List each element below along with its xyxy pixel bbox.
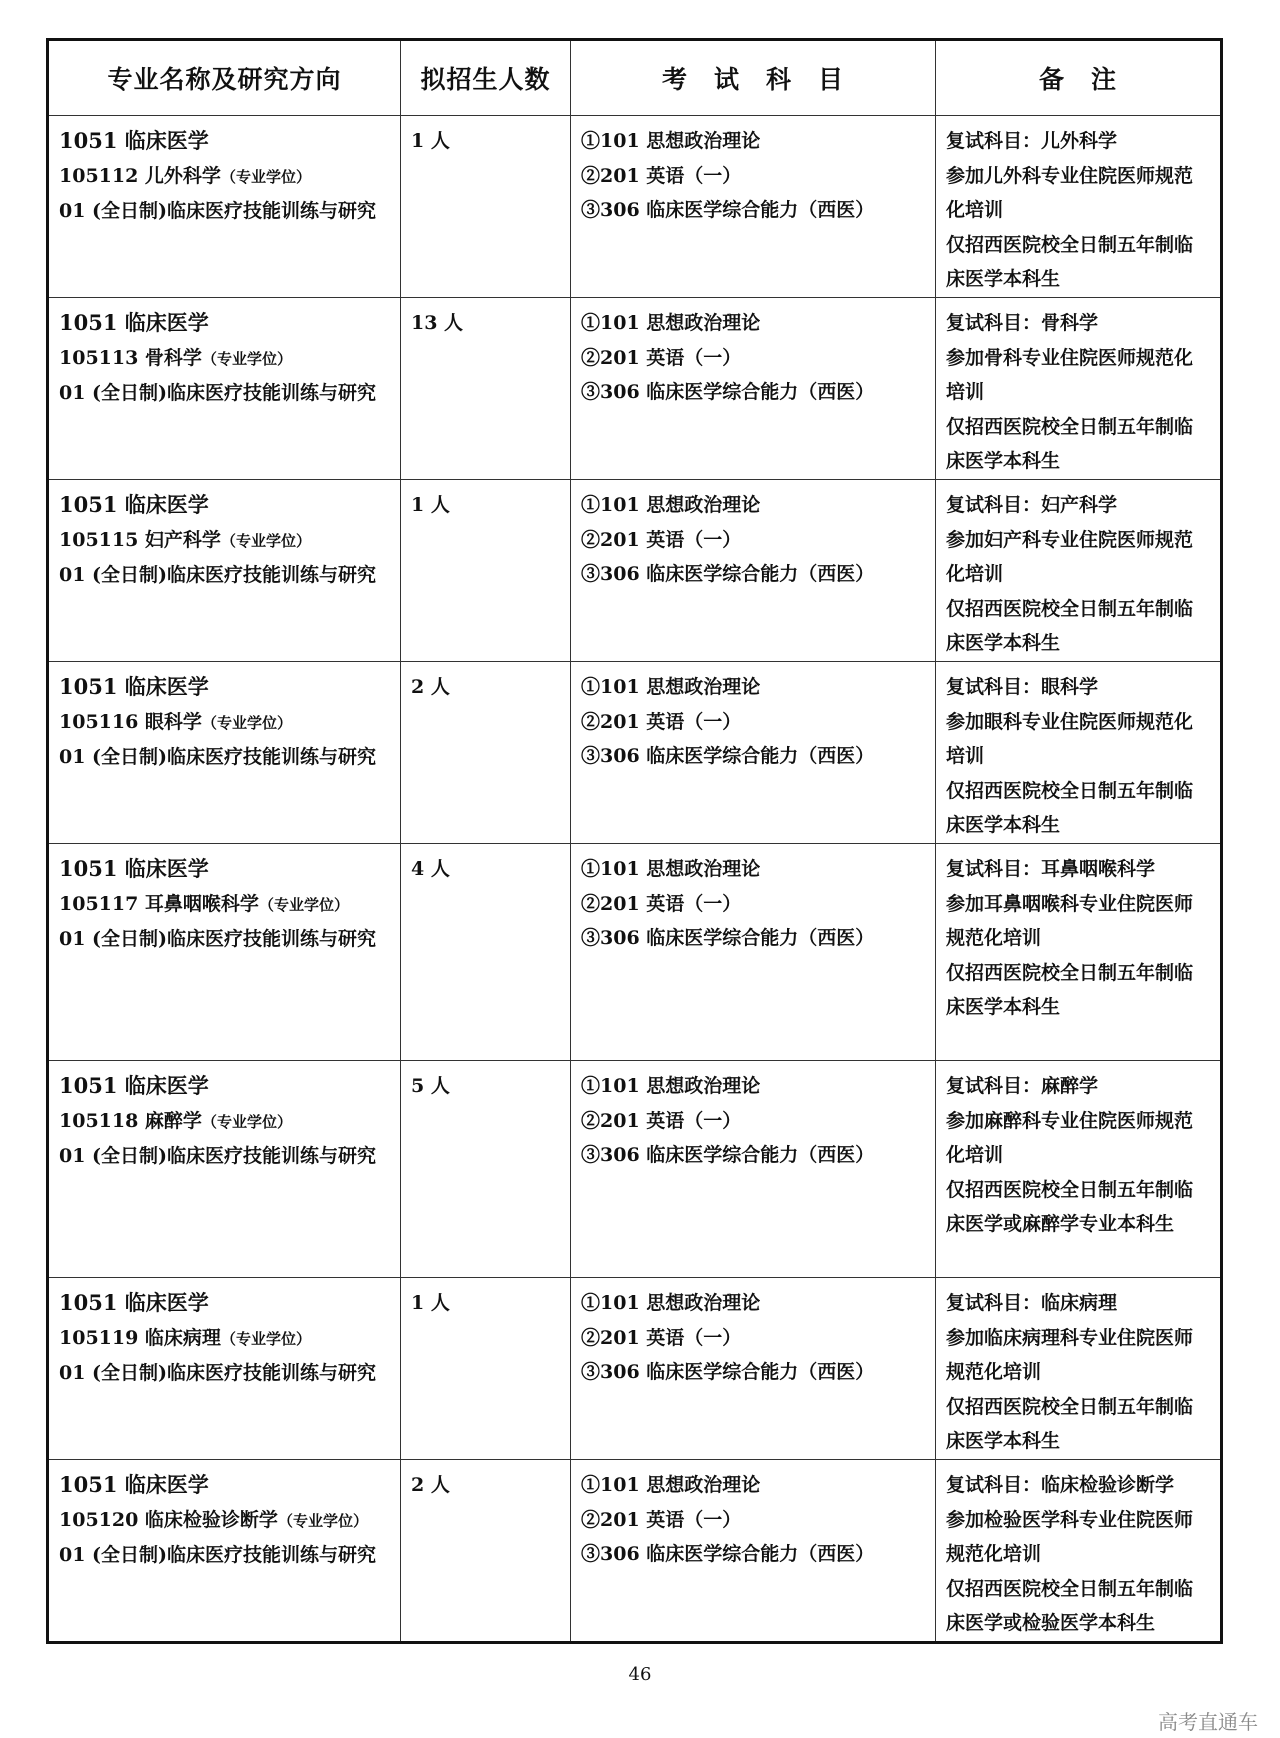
exam-subject: ②201 英语（一）	[581, 1508, 742, 1531]
count-cell	[401, 1061, 571, 1278]
enrollment-count: 13 人	[411, 312, 464, 334]
note-line: 仅招西医院校全日制五年制临床医学本科生	[946, 779, 1194, 836]
count-cell	[401, 116, 571, 298]
notes-cell	[936, 844, 1222, 1061]
exam-subject: ②201 英语（一）	[581, 1326, 742, 1349]
notes-cell	[936, 480, 1222, 662]
note-line: 仅招西医院校全日制五年制临床医学或麻醉学专业本科生	[946, 1178, 1194, 1235]
note-line: 复试科目：儿外科学	[946, 130, 1118, 152]
major-name: 1051 临床医学	[59, 674, 209, 699]
exam-subject: ①101 思想政治理论	[581, 312, 761, 334]
research-direction: 01 (全日制)临床医疗技能训练与研究	[59, 746, 377, 768]
major-cell	[48, 298, 401, 480]
page-number: 46	[628, 1664, 652, 1685]
major-name: 1051 临床医学	[59, 128, 209, 153]
note-line: 复试科目：眼科学	[946, 676, 1099, 698]
note-line: 复试科目：耳鼻咽喉科学	[946, 858, 1156, 880]
table-row	[48, 480, 1222, 662]
header-row	[48, 40, 1222, 116]
note-line: 仅招西医院校全日制五年制临床医学本科生	[946, 415, 1194, 472]
exam-cell	[571, 480, 936, 662]
note-line: 参加眼科专业住院医师规范化培训	[946, 710, 1194, 767]
major-cell	[48, 1061, 401, 1278]
degree-type: （专业学位）	[258, 895, 349, 914]
major-code-line	[59, 887, 390, 923]
exam-subject: ②201 英语（一）	[581, 528, 742, 551]
research-direction: 01 (全日制)临床医疗技能训练与研究	[59, 200, 377, 222]
count-cell	[401, 844, 571, 1061]
exam-cell	[571, 116, 936, 298]
exam-cell	[571, 298, 936, 480]
note-line: 仅招西医院校全日制五年制临床医学或检验医学本科生	[946, 1577, 1194, 1634]
table-row	[48, 1460, 1222, 1643]
exam-subject: ①101 思想政治理论	[581, 1292, 761, 1314]
note-line: 参加耳鼻咽喉科专业住院医师规范化培训	[946, 892, 1194, 949]
exam-subject: ②201 英语（一）	[581, 710, 742, 733]
major-cell	[48, 1278, 401, 1460]
table-row	[48, 1278, 1222, 1460]
note-line: 复试科目：骨科学	[946, 312, 1099, 334]
note-line: 参加检验医学科专业住院医师规范化培训	[946, 1508, 1194, 1565]
exam-subject: ②201 英语（一）	[581, 892, 742, 915]
research-direction: 01 (全日制)临床医疗技能训练与研究	[59, 1362, 377, 1384]
exam-subject: ①101 思想政治理论	[581, 676, 761, 698]
major-cell	[48, 1460, 401, 1643]
major-code: 105113 骨科学	[59, 346, 202, 369]
note-line: 参加妇产科专业住院医师规范化培训	[946, 528, 1194, 585]
major-code: 105115 妇产科学	[59, 528, 221, 551]
notes-cell	[936, 1278, 1222, 1460]
enrollment-count: 4 人	[411, 858, 450, 880]
exam-cell	[571, 1460, 936, 1643]
exam-subject: ①101 思想政治理论	[581, 1075, 761, 1097]
major-name: 1051 临床医学	[59, 1290, 209, 1315]
note-line: 参加骨科专业住院医师规范化培训	[946, 346, 1194, 403]
header-notes: 备 注	[936, 40, 1222, 116]
table-body	[48, 116, 1222, 1643]
major-cell	[48, 116, 401, 298]
major-name: 1051 临床医学	[59, 310, 209, 335]
count-cell	[401, 662, 571, 844]
enrollment-count: 1 人	[411, 1292, 450, 1314]
major-name: 1051 临床医学	[59, 1472, 209, 1497]
major-code-line	[59, 341, 390, 377]
enrollment-count: 1 人	[411, 494, 450, 516]
major-code-line	[59, 523, 390, 559]
watermark: 高考直通车	[1158, 1710, 1258, 1734]
table-row	[48, 1061, 1222, 1278]
header-exam: 考 试 科 目	[571, 40, 936, 116]
major-name: 1051 临床医学	[59, 856, 209, 881]
notes-cell	[936, 662, 1222, 844]
exam-subject: ③306 临床医学综合能力（西医）	[581, 1144, 875, 1166]
exam-subject: ③306 临床医学综合能力（西医）	[581, 927, 875, 949]
note-line: 仅招西医院校全日制五年制临床医学本科生	[946, 233, 1194, 290]
note-line: 复试科目：临床病理	[946, 1292, 1118, 1314]
major-code: 105116 眼科学	[59, 710, 202, 733]
exam-subject: ①101 思想政治理论	[581, 1474, 761, 1496]
degree-type: （专业学位）	[201, 1112, 292, 1131]
note-line: 参加儿外科专业住院医师规范化培训	[946, 164, 1194, 221]
note-line: 复试科目：麻醉学	[946, 1075, 1099, 1097]
note-line: 参加临床病理科专业住院医师规范化培训	[946, 1326, 1194, 1383]
major-code-line	[59, 1503, 390, 1539]
recruitment-table	[46, 38, 1223, 1644]
research-direction: 01 (全日制)临床医疗技能训练与研究	[59, 1544, 377, 1566]
major-code: 105117 耳鼻咽喉科学	[59, 892, 259, 915]
major-code-line	[59, 1321, 390, 1357]
research-direction: 01 (全日制)临床医疗技能训练与研究	[59, 564, 377, 586]
major-code-line	[59, 1104, 390, 1140]
research-direction: 01 (全日制)临床医疗技能训练与研究	[59, 1145, 377, 1167]
research-direction: 01 (全日制)临床医疗技能训练与研究	[59, 382, 377, 404]
exam-cell	[571, 1278, 936, 1460]
note-line: 仅招西医院校全日制五年制临床医学本科生	[946, 1395, 1194, 1452]
count-cell	[401, 1460, 571, 1643]
degree-type: （专业学位）	[201, 349, 292, 368]
major-cell	[48, 662, 401, 844]
table-row	[48, 662, 1222, 844]
enrollment-count: 2 人	[411, 1474, 450, 1496]
table-row	[48, 844, 1222, 1061]
notes-cell	[936, 1460, 1222, 1643]
exam-subject: ③306 临床医学综合能力（西医）	[581, 381, 875, 403]
research-direction: 01 (全日制)临床医疗技能训练与研究	[59, 928, 377, 950]
note-line: 复试科目：临床检验诊断学	[946, 1474, 1175, 1496]
exam-cell	[571, 1061, 936, 1278]
count-cell	[401, 1278, 571, 1460]
note-line: 复试科目：妇产科学	[946, 494, 1118, 516]
exam-subject: ①101 思想政治理论	[581, 858, 761, 880]
exam-subject: ②201 英语（一）	[581, 346, 742, 369]
major-cell	[48, 844, 401, 1061]
note-line: 参加麻醉科专业住院医师规范化培训	[946, 1109, 1194, 1166]
degree-type: （专业学位）	[220, 531, 311, 550]
major-name: 1051 临床医学	[59, 492, 209, 517]
major-code-line	[59, 159, 390, 195]
exam-subject: ①101 思想政治理论	[581, 130, 761, 152]
table-row	[48, 116, 1222, 298]
notes-cell	[936, 298, 1222, 480]
enrollment-count: 1 人	[411, 130, 450, 152]
note-line: 仅招西医院校全日制五年制临床医学本科生	[946, 597, 1194, 654]
major-code: 105118 麻醉学	[59, 1109, 202, 1132]
exam-subject: ②201 英语（一）	[581, 1109, 742, 1132]
exam-subject: ③306 临床医学综合能力（西医）	[581, 199, 875, 221]
major-code: 105112 儿外科学	[59, 164, 221, 187]
notes-cell	[936, 1061, 1222, 1278]
exam-cell	[571, 844, 936, 1061]
major-code-line	[59, 705, 390, 741]
exam-subject: ③306 临床医学综合能力（西医）	[581, 563, 875, 585]
exam-subject: ③306 临床医学综合能力（西医）	[581, 745, 875, 767]
notes-cell	[936, 116, 1222, 298]
enrollment-count: 2 人	[411, 676, 450, 698]
degree-type: （专业学位）	[201, 713, 292, 732]
major-code: 105120 临床检验诊断学	[59, 1508, 278, 1531]
degree-type: （专业学位）	[220, 1329, 311, 1348]
major-cell	[48, 480, 401, 662]
note-line: 仅招西医院校全日制五年制临床医学本科生	[946, 961, 1194, 1018]
major-code: 105119 临床病理	[59, 1326, 221, 1349]
header-major: 专业名称及研究方向	[48, 40, 401, 116]
exam-subject: ③306 临床医学综合能力（西医）	[581, 1361, 875, 1383]
exam-subject: ②201 英语（一）	[581, 164, 742, 187]
degree-type: （专业学位）	[277, 1511, 368, 1530]
header-count: 拟招生人数	[401, 40, 571, 116]
exam-subject: ①101 思想政治理论	[581, 494, 761, 516]
table-row	[48, 298, 1222, 480]
exam-cell	[571, 662, 936, 844]
count-cell	[401, 298, 571, 480]
enrollment-count: 5 人	[411, 1075, 450, 1097]
major-name: 1051 临床医学	[59, 1073, 209, 1098]
count-cell	[401, 480, 571, 662]
exam-subject: ③306 临床医学综合能力（西医）	[581, 1543, 875, 1565]
degree-type: （专业学位）	[220, 167, 311, 186]
